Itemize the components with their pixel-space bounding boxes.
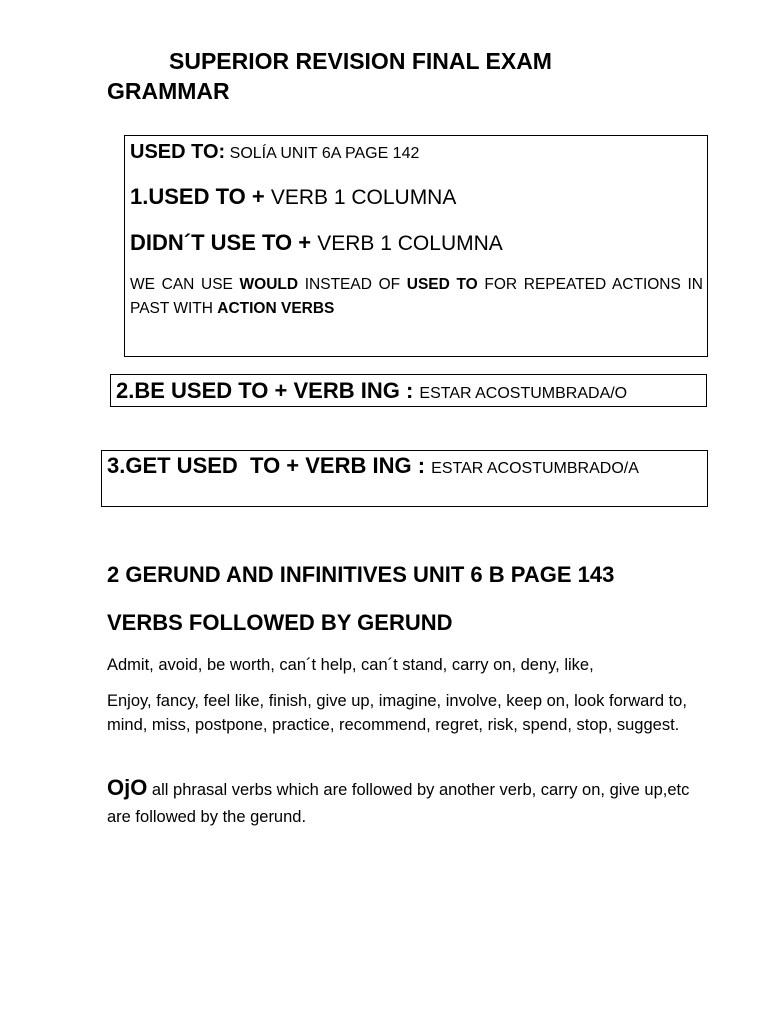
would-note — [130, 273, 703, 321]
used-to-heading — [130, 139, 419, 167]
would-note-text-1: WE CAN USE — [130, 276, 240, 293]
used-to-affirmative-verb: VERB 1 COLUMNA — [270, 186, 457, 209]
be-used-to-meaning: ESTAR ACOSTUMBRADA/O — [419, 385, 628, 402]
phrasal-verbs-note-text: all phrasal verbs which are followed by another verb, carry on, give up,etc are followed by the gerund. — [107, 781, 690, 826]
would-note-text-2: INSTEAD OF — [298, 276, 407, 293]
be-used-to-box — [110, 374, 707, 407]
get-used-to-meaning: ESTAR ACOSTUMBRADO/A — [431, 460, 639, 477]
would-note-text-3: FOR REPEATED ACTIONS IN PAST WITH — [130, 276, 703, 317]
be-used-to-rule: 2.BE USED TO + VERB ING : — [116, 378, 420, 403]
used-to-negative-verb: VERB 1 COLUMNA — [317, 232, 503, 255]
used-to-label: USED TO: — [130, 141, 226, 163]
get-used-to-rule: 3.GET USED TO + VERB ING : — [107, 453, 432, 478]
gerund-verbs-subheading: VERBS FOLLOWED BY GERUND — [107, 610, 453, 635]
action-verbs-keyword: ACTION VERBS — [217, 300, 335, 317]
get-used-to-box — [101, 450, 708, 507]
used-to-negative-rule: DIDN´T USE TO + — [130, 230, 318, 255]
gerund-verbs-list-2: Enjoy, fancy, feel like, finish, give up, imagine, involve, keep on, look forward to, mind, miss, postpone, practice, recommend, regret, risk, spend, stop, suggest. — [107, 692, 687, 734]
gerund-section-heading: 2 GERUND AND INFINITIVES UNIT 6 B PAGE 143 — [107, 562, 615, 587]
document-subtitle: GRAMMAR — [107, 78, 230, 104]
used-to-meaning: SOLÍA UNIT 6A PAGE 142 — [225, 145, 420, 162]
used-to-affirmative — [130, 182, 456, 215]
would-keyword: WOULD — [239, 276, 299, 293]
document-title: SUPERIOR REVISION FINAL EXAM — [169, 48, 552, 74]
used-to-keyword: USED TO — [406, 276, 478, 293]
used-to-affirmative-rule: 1.USED TO + — [130, 184, 271, 209]
gerund-verbs-list-1: Admit, avoid, be worth, can´t help, can´t stand, carry on, deny, like, — [107, 656, 594, 674]
phrasal-verbs-note — [107, 775, 707, 831]
used-to-negative — [130, 228, 503, 261]
ojo-label: OjO — [107, 775, 148, 800]
used-to-box — [124, 135, 708, 357]
